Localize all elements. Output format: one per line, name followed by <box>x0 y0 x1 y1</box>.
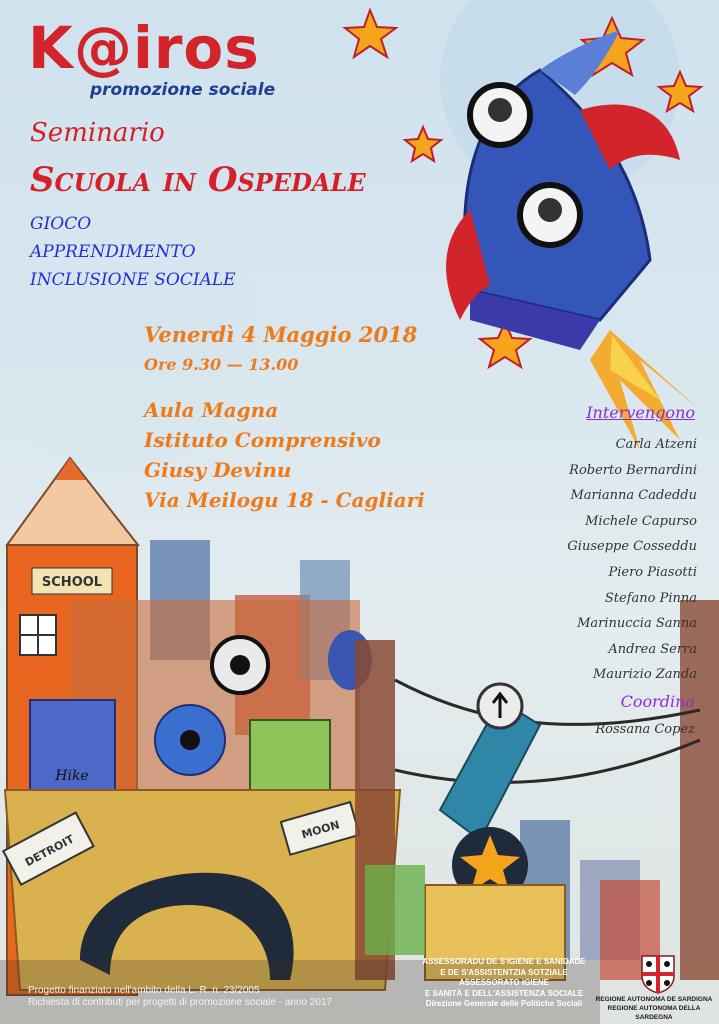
topic-3: INCLUSIONE SOCIALE <box>30 270 236 290</box>
brand-name: K@iros <box>28 14 260 82</box>
venue-line-4: Via Meilogu 18 - Cagliari <box>144 488 425 512</box>
funding-line-1: Progetto finanziato nell'ambito della L. R. n. 23/2005 <box>28 985 260 996</box>
speaker-name: Giuseppe Cosseddu <box>567 539 697 555</box>
assessorato-line: E SANITÀ E DELL'ASSISTENZA SOCIALE <box>424 988 584 998</box>
sardinia-crest-icon <box>638 952 678 994</box>
star-icon <box>345 10 396 57</box>
seminar-label: Seminario <box>30 118 165 148</box>
region-line: REGIONE AUTONOMA DE SARDIGNA <box>595 996 713 1003</box>
venue-line-1: Aula Magna <box>144 398 279 422</box>
event-date: Venerdì 4 Maggio 2018 <box>144 322 418 347</box>
region-line: REGIONE AUTONOMA DELLA SARDEGNA <box>607 1005 701 1021</box>
seminar-title: Scuola in Ospedale <box>30 160 366 200</box>
venue-line-2: Istituto Comprensivo <box>144 428 381 452</box>
project-funding-note <box>28 985 332 1009</box>
assessorato-line: Direzione Generale delle Politiche Sociali <box>425 999 583 1008</box>
speaker-name: Stefano Pinna <box>604 590 697 606</box>
speakers-title: Intervengono <box>586 403 695 422</box>
brand-logo <box>28 14 276 100</box>
speaker-name: Marianna Cadeddu <box>570 488 697 504</box>
assessorato-block <box>388 957 620 1010</box>
funding-line-2: Richiesta di contributi per progetti di promozione sociale - anno 2017 <box>28 997 333 1008</box>
plate-left-text: DETROIT <box>22 832 77 870</box>
plate-right-text: MOON <box>300 818 342 842</box>
speaker-name: Michele Capurso <box>585 513 697 529</box>
region-block <box>594 995 714 1022</box>
assessorato-line: ASSESSORATO IGIENE <box>459 978 549 987</box>
speaker-name: Andrea Serra <box>608 641 697 657</box>
speaker-name: Roberto Bernardini <box>569 462 697 478</box>
school-sign-text: SCHOOL <box>41 575 103 590</box>
topic-1: GIOCO <box>30 214 92 234</box>
speaker-name: Piero Piasotti <box>608 564 697 580</box>
speakers-list <box>567 432 697 688</box>
coordinator-name: Rossana Copez <box>595 722 695 737</box>
venue-line-3: Giusy Devinu <box>144 458 292 482</box>
speaker-name: Marinuccia Sanna <box>577 616 697 632</box>
star-icon <box>405 127 441 161</box>
assessorato-line: E DE S'ASSISTENTZIA SOTZIALE <box>440 967 568 977</box>
coordination-title: Coordina <box>620 692 695 711</box>
toy-box-label: Hike <box>55 768 89 784</box>
speaker-name: Carla Atzeni <box>615 437 697 452</box>
assessorato-line: ASSESSORADU DE S'IGIENE E SANIDADE <box>422 957 586 966</box>
brand-tagline: promozione sociale <box>90 80 276 100</box>
speaker-name: Maurizio Zanda <box>593 667 697 683</box>
event-time: Ore 9.30 — 13.00 <box>144 355 299 374</box>
topic-2: APPRENDIMENTO <box>30 242 196 262</box>
